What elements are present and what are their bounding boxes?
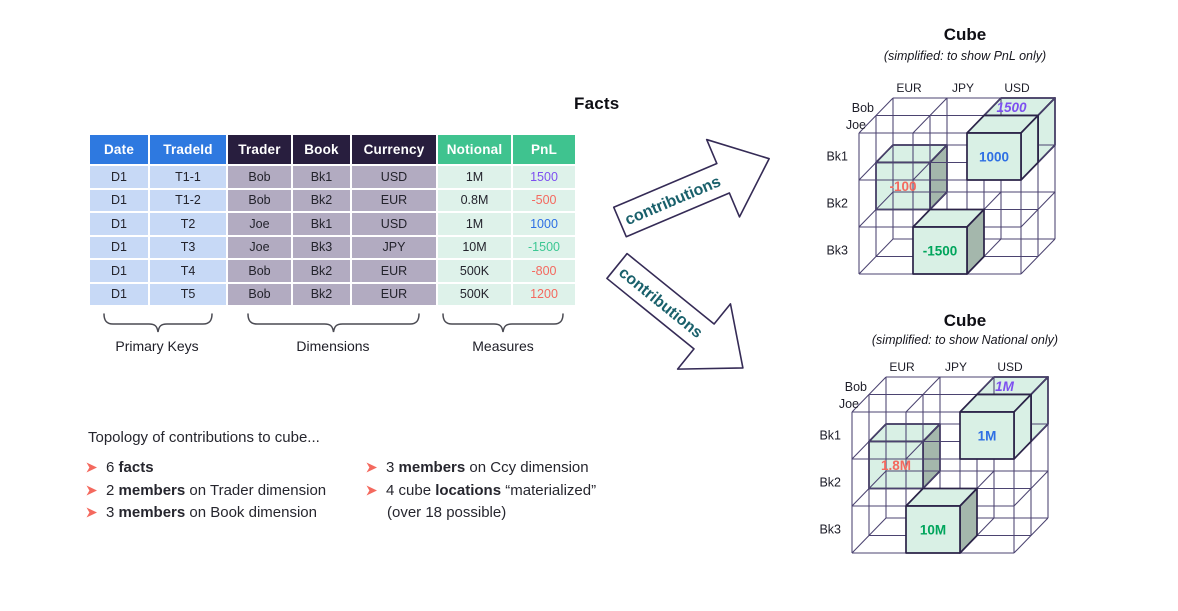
cube-value: 1.8M: [880, 458, 912, 473]
table-cell-pnl: 1200: [513, 284, 575, 306]
table-cell: Bk2: [293, 284, 350, 306]
brace-label-measures: Measures: [472, 338, 534, 354]
table-cell: Bk3: [293, 237, 350, 259]
contributions-arrow-top: [605, 122, 790, 242]
table-cell-pnl: 1500: [513, 166, 575, 188]
table-cell: T3: [150, 237, 226, 259]
contributions-label: contributions: [622, 173, 724, 229]
table-cell: T1-2: [150, 190, 226, 212]
table-cell: D1: [90, 190, 148, 212]
cube2-title: Cube: [943, 311, 987, 330]
cube-layer-label: Bob: [851, 101, 874, 115]
cube-col-label: EUR: [889, 360, 915, 374]
table-cell: T2: [150, 213, 226, 235]
cube-row-label: Bk3: [819, 522, 841, 537]
bullet-arrow-shape: [367, 463, 378, 473]
cube-value: 1M: [995, 378, 1014, 394]
cube-pnl: [808, 78, 1062, 282]
cube-value: -100: [889, 179, 917, 194]
cube-value: -1500: [922, 243, 958, 259]
bullet-text: 3 members on Book dimension: [106, 504, 317, 521]
cube-col-label: JPY: [944, 360, 968, 374]
table-cell: T4: [150, 260, 226, 282]
table-cell-pnl: -800: [513, 260, 575, 282]
topology-bullet: [366, 482, 596, 505]
topology-column-left: [86, 459, 326, 527]
bullet-continuation: (over 18 possible): [387, 504, 507, 521]
table-cell: USD: [352, 166, 436, 188]
contributions-arrow-bottom: [595, 250, 770, 390]
table-header-cell: TradeId: [150, 135, 226, 164]
bullet-arrow-shape: [87, 508, 98, 518]
cube-value: 1500: [996, 99, 1027, 115]
table-header-cell: Trader: [228, 135, 291, 164]
facts-table: [90, 135, 575, 305]
cube-layer-label: Joe: [845, 118, 866, 132]
table-cell: D1: [90, 284, 148, 306]
table-cell: 500K: [438, 284, 511, 306]
facts-title: Facts: [574, 94, 620, 113]
bullet-text: 4 cube locations “materialized”: [386, 481, 597, 499]
cube-row-label: Bk2: [819, 475, 841, 490]
table-cell: USD: [352, 213, 436, 235]
topology-bullet: [86, 504, 326, 527]
brace-path: [443, 314, 563, 332]
brace-label-primary-keys: Primary Keys: [115, 338, 199, 354]
cube1-subtitle: (simplified: to show PnL only): [883, 49, 1047, 63]
bullet-text: 2 members on Trader dimension: [106, 481, 327, 499]
bullet-arrow-icon: [86, 507, 98, 518]
brace-measures: [442, 313, 564, 335]
cube-notional: [801, 357, 1055, 561]
bullet-arrow-shape: [87, 463, 98, 473]
cube1-title: Cube: [943, 25, 987, 44]
cube-col-label: USD: [997, 360, 1023, 374]
cube-layer-label: Bob: [844, 380, 867, 394]
table-cell: EUR: [352, 260, 436, 282]
table-cell: D1: [90, 260, 148, 282]
cube-row-label: Bk3: [826, 243, 848, 258]
cube-col-label: JPY: [951, 81, 975, 95]
bullet-arrow-icon: [86, 485, 98, 496]
table-cell: T5: [150, 284, 226, 306]
table-cell: D1: [90, 166, 148, 188]
table-cell-pnl: 1000: [513, 213, 575, 235]
table-header-cell: Date: [90, 135, 148, 164]
table-cell: Bk2: [293, 190, 350, 212]
table-cell: T1-1: [150, 166, 226, 188]
table-cell: D1: [90, 213, 148, 235]
cube-col-label: USD: [1004, 81, 1030, 95]
brace-dimensions: [247, 313, 420, 335]
cube-value: 1000: [978, 149, 1010, 165]
topology-bullet: [86, 482, 326, 505]
cube-row-label: Bk1: [819, 428, 841, 443]
table-cell: Bk1: [293, 213, 350, 235]
brace-path: [248, 314, 419, 332]
bullet-arrow-icon: [366, 485, 378, 496]
bullet-arrow-shape: [87, 485, 98, 495]
table-cell-pnl: -1500: [513, 237, 575, 259]
cube-row-label: Bk2: [826, 196, 848, 211]
bullet-text: 3 members on Ccy dimension: [386, 459, 589, 476]
contributions-label: contributions: [615, 264, 706, 342]
table-cell: EUR: [352, 190, 436, 212]
bullet-text: 6 facts: [106, 459, 154, 476]
table-cell: 0.8M: [438, 190, 511, 212]
table-header-cell: PnL: [513, 135, 575, 164]
table-cell: Bk1: [293, 166, 350, 188]
table-cell-pnl: -500: [513, 190, 575, 212]
topology-title: Topology of contributions to cube...: [88, 429, 320, 446]
table-cell: 1M: [438, 213, 511, 235]
table-cell: D1: [90, 237, 148, 259]
table-cell: Bob: [228, 166, 291, 188]
cube-layer-label: Joe: [838, 397, 859, 411]
cube-value: 1M: [977, 428, 997, 444]
bullet-arrow-icon: [86, 462, 98, 473]
table-cell: Bk2: [293, 260, 350, 282]
cube-row-label: Bk1: [826, 149, 848, 164]
table-header-cell: Currency: [352, 135, 436, 164]
brace-label-dimensions: Dimensions: [296, 338, 370, 354]
table-cell: 10M: [438, 237, 511, 259]
table-cell: JPY: [352, 237, 436, 259]
topology-column-right: [366, 459, 596, 527]
topology-bullet: [366, 459, 596, 482]
table-cell: Bob: [228, 260, 291, 282]
brace-path: [104, 314, 212, 332]
bullet-arrow-shape: [367, 485, 378, 495]
table-header-cell: Book: [293, 135, 350, 164]
cube2-subtitle: (simplified: to show National only): [871, 333, 1059, 347]
table-cell: Joe: [228, 213, 291, 235]
table-header-cell: Notional: [438, 135, 511, 164]
bullet-arrow-icon: [366, 462, 378, 473]
cube-value: 10M: [919, 522, 947, 538]
cube-col-label: EUR: [896, 81, 922, 95]
topology-bullet: [86, 459, 326, 482]
table-cell: 1M: [438, 166, 511, 188]
table-cell: EUR: [352, 284, 436, 306]
table-cell: Bob: [228, 284, 291, 306]
brace-primary-keys: [103, 313, 213, 335]
table-cell: 500K: [438, 260, 511, 282]
table-cell: Joe: [228, 237, 291, 259]
table-cell: Bob: [228, 190, 291, 212]
